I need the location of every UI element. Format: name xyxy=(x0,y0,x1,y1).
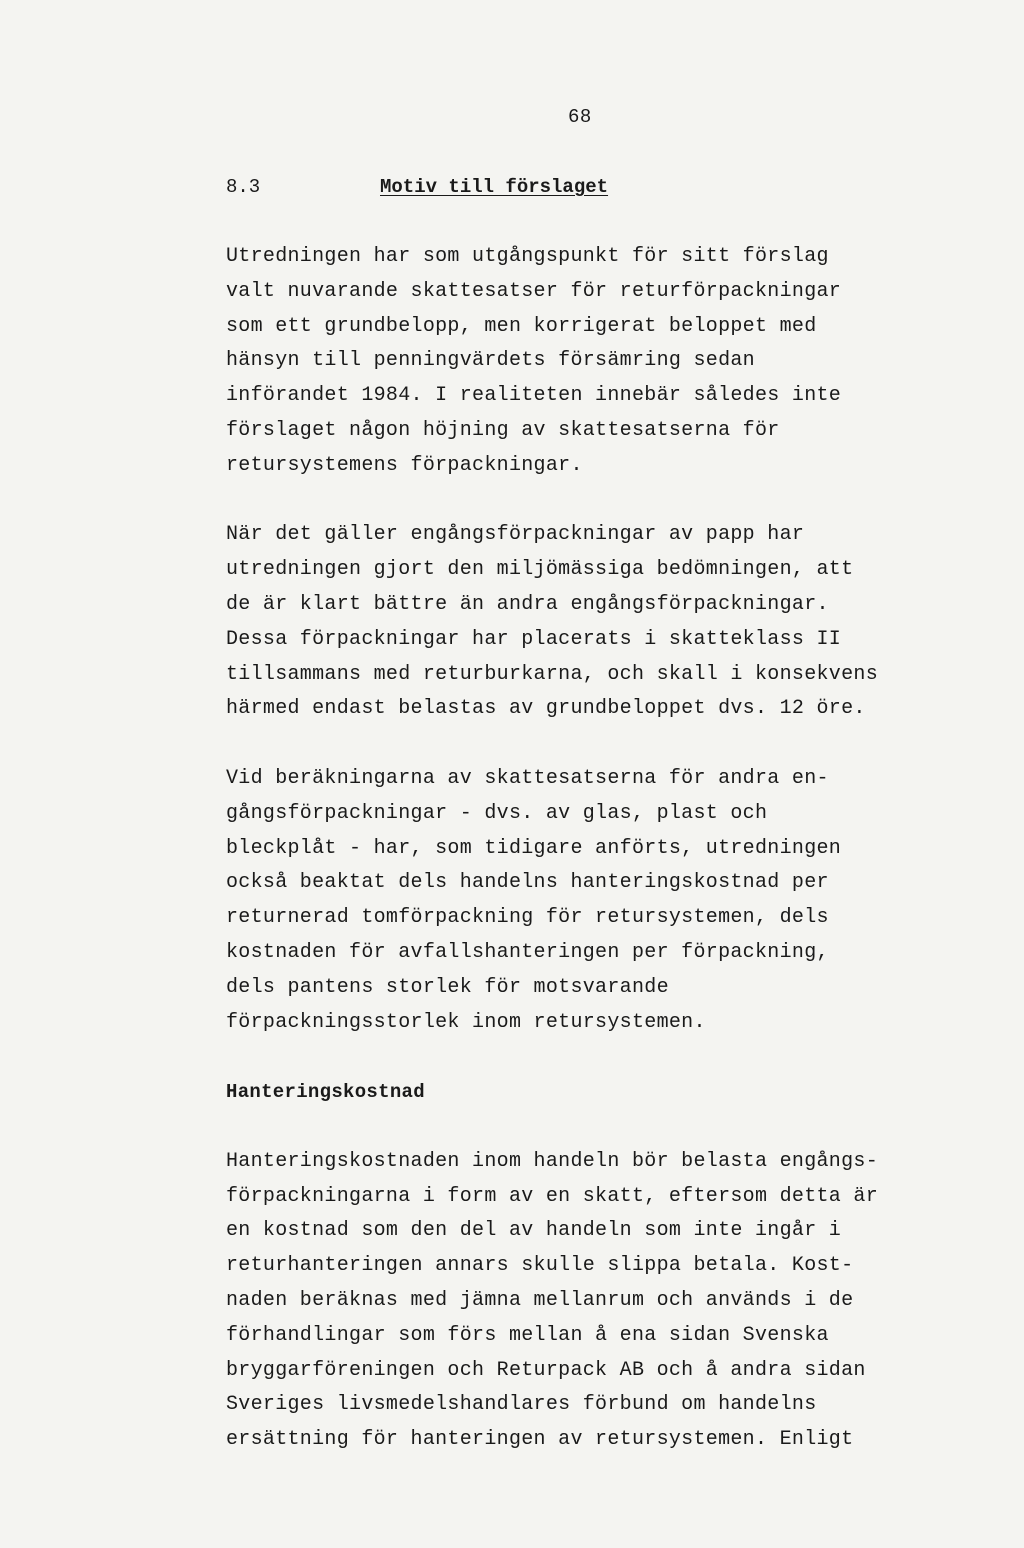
text-line: Utredningen har som utgångspunkt för sitt förslag xyxy=(226,245,829,268)
text-line: gångsförpackningar - dvs. av glas, plast och xyxy=(226,801,768,825)
section-number: 8.3 xyxy=(226,176,261,198)
text-line: kostnaden för avfallshanteringen per förpackning, xyxy=(226,940,829,964)
text-line: hänsyn till penningvärdets försämring sedan xyxy=(226,349,755,373)
section-title: Motiv till förslaget xyxy=(380,176,609,198)
text-line: förslaget någon höjning av skattesatserna för xyxy=(226,418,780,442)
text-line: Dessa förpackningar har placerats i skatteklass II xyxy=(226,627,842,651)
body-text xyxy=(226,240,986,1493)
text-line: naden beräknas med jämna mellanrum och används i de xyxy=(226,1288,854,1312)
text-line: retursystemens förpackningar. xyxy=(226,453,583,477)
paragraph-4 xyxy=(226,1145,986,1458)
text-line: förpackningarna i form av en skatt, eftersom detta är xyxy=(226,1184,879,1208)
text-line: förhandlingar som förs mellan å ena sidan Svenska xyxy=(226,1323,829,1347)
text-line: bleckplåt - har, som tidigare anförts, utredningen xyxy=(226,836,842,860)
paragraph-3 xyxy=(226,762,986,1040)
subheading: Hanteringskostnad xyxy=(226,1081,425,1104)
section-heading xyxy=(226,176,608,198)
text-line: härmed endast belastas av grundbeloppet dvs. 12 öre. xyxy=(226,697,866,721)
text-line: ersättning för hanteringen av retursystemen. Enligt xyxy=(226,1428,854,1452)
text-line: införandet 1984. I realiteten innebär således inte xyxy=(226,384,842,408)
text-line: utredningen gjort den miljömässiga bedömningen, att xyxy=(226,558,854,582)
text-line: som ett grundbelopp, men korrigerat beloppet med xyxy=(226,314,817,338)
text-line: en kostnad som den del av handeln som inte ingår i xyxy=(226,1219,842,1243)
paragraph-2 xyxy=(226,518,986,727)
paragraph-1 xyxy=(226,240,986,484)
text-line: tillsammans med returburkarna, och skall i konsekvens xyxy=(226,662,879,686)
text-line: När det gäller engångsförpackningar av papp har xyxy=(226,523,805,547)
page-number: 68 xyxy=(568,106,592,128)
text-line: returhanteringen annars skulle slippa betala. Kost- xyxy=(226,1254,854,1278)
text-line: valt nuvarande skattesatser för returförpackningar xyxy=(226,279,842,303)
text-line: Sveriges livsmedelshandlares förbund om handelns xyxy=(226,1393,817,1417)
text-line: returnerad tomförpackning för retursystemen, dels xyxy=(226,906,829,930)
text-line: Hanteringskostnaden inom handeln bör belasta engångs- xyxy=(226,1149,879,1173)
text-line: också beaktat dels handelns hanteringskostnad per xyxy=(226,871,829,895)
text-line: de är klart bättre än andra engångsförpackningar. xyxy=(226,592,829,616)
text-line: förpackningsstorlek inom retursystemen. xyxy=(226,1010,706,1034)
text-line: Vid beräkningarna av skattesatserna för andra en- xyxy=(226,766,829,790)
text-line: bryggarföreningen och Returpack AB och å andra sidan xyxy=(226,1358,866,1382)
text-line: dels pantens storlek för motsvarande xyxy=(226,975,669,999)
